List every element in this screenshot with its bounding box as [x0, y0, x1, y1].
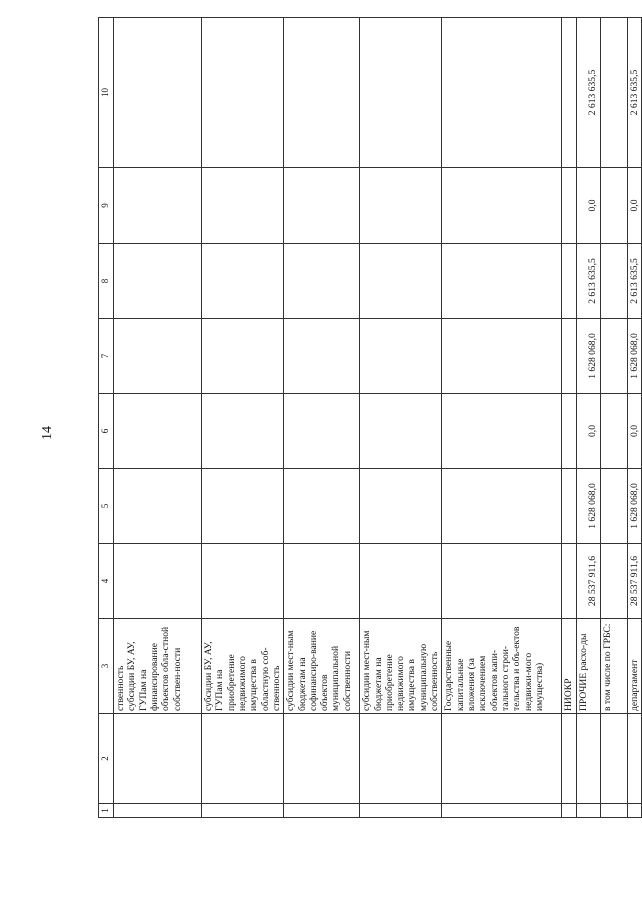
header-cell: 7 [99, 319, 114, 394]
cell-value: 0,0 [576, 168, 600, 244]
cell-value [562, 244, 576, 319]
table-row [627, 18, 641, 818]
cell-col2 [284, 714, 360, 804]
table-row [360, 18, 442, 818]
cell-col2 [562, 714, 576, 804]
cell-col2 [114, 714, 202, 804]
cell-col2 [576, 714, 600, 804]
cell-value [202, 168, 284, 244]
cell-value [442, 319, 562, 394]
header-row [99, 18, 114, 818]
cell-description: субсидии мест-ным бюджетам на приобретение недвижимого имущества в муниципальную собственность [360, 619, 442, 714]
cell-col1 [114, 804, 202, 818]
cell-value [360, 319, 442, 394]
rotated-table-container [98, 18, 640, 818]
cell-value: 1 628 068,0 [576, 469, 600, 544]
cell-value [284, 18, 360, 168]
table-row [576, 18, 600, 818]
cell-description: субсидии мест-ным бюджетам на софинансиро-вание объектов муниципальной собственности [284, 619, 360, 714]
cell-value [114, 544, 202, 619]
cell-value [442, 244, 562, 319]
cell-description: в том числе по ГРБС: [600, 619, 627, 714]
cell-value [360, 244, 442, 319]
cell-value [600, 244, 627, 319]
expenditure-table [98, 17, 642, 818]
cell-value [284, 168, 360, 244]
cell-col2 [627, 714, 641, 804]
cell-value [284, 394, 360, 469]
cell-col1 [562, 804, 576, 818]
cell-col1 [202, 804, 284, 818]
header-cell: 3 [99, 619, 114, 714]
cell-value [562, 469, 576, 544]
page-number: 14 [40, 426, 55, 440]
cell-value [284, 319, 360, 394]
cell-description: ПРОЧИЕ расхо-ды [576, 619, 600, 714]
cell-value [284, 544, 360, 619]
cell-value: 2 613 635,5 [576, 18, 600, 168]
cell-value [562, 319, 576, 394]
cell-value: 0,0 [627, 168, 641, 244]
table-row [284, 18, 360, 818]
cell-value [360, 18, 442, 168]
cell-value [202, 319, 284, 394]
header-cell: 8 [99, 244, 114, 319]
cell-value [562, 394, 576, 469]
cell-value: 28 537 911,6 [627, 544, 641, 619]
header-cell: 5 [99, 469, 114, 544]
table-row [600, 18, 627, 818]
cell-value: 1 628 068,0 [627, 319, 641, 394]
cell-col1 [284, 804, 360, 818]
header-cell: 9 [99, 168, 114, 244]
cell-value [114, 168, 202, 244]
cell-value [360, 168, 442, 244]
cell-value [600, 394, 627, 469]
cell-description: субсидии БУ, АУ, ГУПам на приобретение недвижимого имущества в областную соб-ственность [202, 619, 284, 714]
cell-value: 2 613 635,5 [576, 244, 600, 319]
cell-value [562, 18, 576, 168]
cell-value [600, 18, 627, 168]
cell-value: 1 628 068,0 [627, 469, 641, 544]
header-cell: 1 [99, 804, 114, 818]
cell-value [114, 469, 202, 544]
cell-col1 [442, 804, 562, 818]
cell-value [562, 168, 576, 244]
table-wrapper [98, 18, 640, 818]
cell-value: 2 613 635,5 [627, 18, 641, 168]
cell-col1 [627, 804, 641, 818]
cell-col2 [202, 714, 284, 804]
cell-value [202, 394, 284, 469]
cell-value [284, 469, 360, 544]
cell-value [114, 319, 202, 394]
cell-value [284, 244, 360, 319]
cell-col1 [360, 804, 442, 818]
cell-value [442, 18, 562, 168]
cell-value [442, 168, 562, 244]
cell-col2 [600, 714, 627, 804]
cell-value [114, 18, 202, 168]
cell-value [600, 319, 627, 394]
cell-value [442, 469, 562, 544]
table-row [562, 18, 576, 818]
cell-value: 28 537 911,6 [576, 544, 600, 619]
cell-description: ственность субсидии БУ, АУ, ГУПам на финансирование объектов обла-стной собствен-ности [114, 619, 202, 714]
cell-description: департамент [627, 619, 641, 714]
cell-value [202, 244, 284, 319]
header-cell: 10 [99, 18, 114, 168]
header-cell: 6 [99, 394, 114, 469]
cell-value [202, 544, 284, 619]
cell-description: НИОКР [562, 619, 576, 714]
cell-col1 [600, 804, 627, 818]
cell-value [360, 394, 442, 469]
cell-value [600, 469, 627, 544]
cell-col2 [360, 714, 442, 804]
cell-value [442, 544, 562, 619]
cell-value [202, 469, 284, 544]
cell-value: 2 613 635,5 [627, 244, 641, 319]
cell-value [360, 469, 442, 544]
cell-value [562, 544, 576, 619]
cell-value [600, 168, 627, 244]
cell-col2 [442, 714, 562, 804]
header-cell: 4 [99, 544, 114, 619]
cell-value [600, 544, 627, 619]
cell-value [114, 394, 202, 469]
cell-value [442, 394, 562, 469]
cell-value [114, 244, 202, 319]
cell-value: 1 628 068,0 [576, 319, 600, 394]
cell-value [360, 544, 442, 619]
table-body [99, 18, 642, 818]
table-row [442, 18, 562, 818]
table-row [202, 18, 284, 818]
header-cell: 2 [99, 714, 114, 804]
cell-value: 0,0 [576, 394, 600, 469]
cell-description: Государственные капитальные вложения (за исключением объектов капи-тального строи-тельства и объ-ектов недвижи-мого имущества) [442, 619, 562, 714]
cell-value: 0,0 [627, 394, 641, 469]
cell-value [202, 18, 284, 168]
table-row [114, 18, 202, 818]
cell-col1 [576, 804, 600, 818]
